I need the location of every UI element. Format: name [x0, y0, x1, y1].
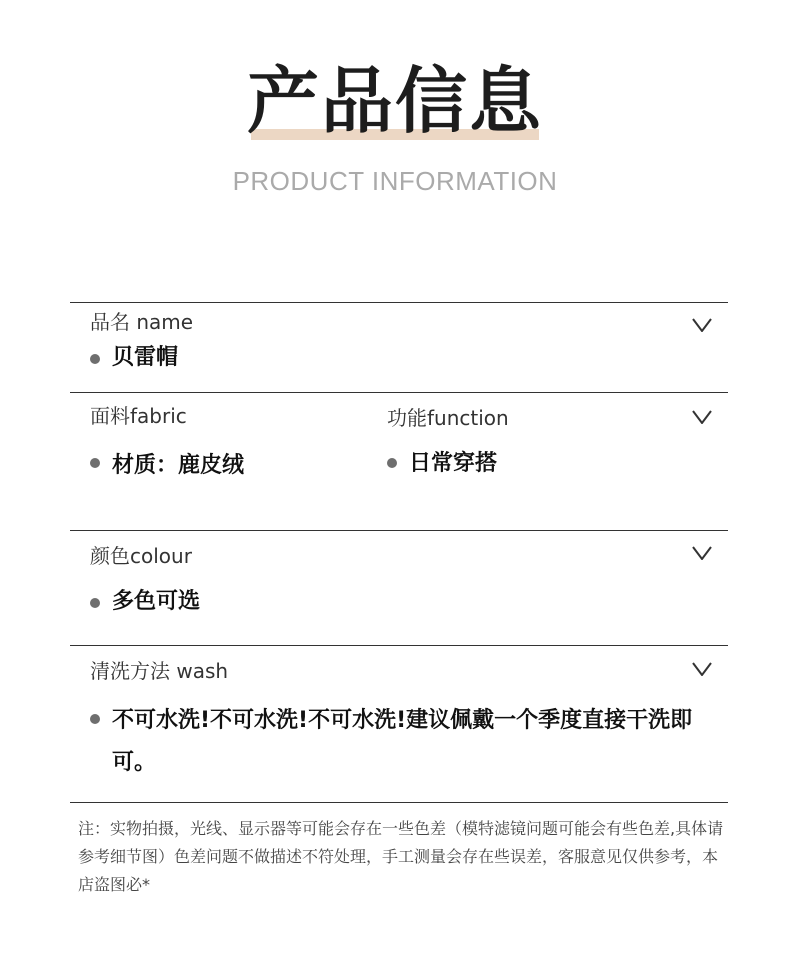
fabric-label: 面料fabric [90, 404, 187, 428]
function-label: 功能function [387, 406, 509, 430]
chevron-down-icon[interactable] [692, 662, 712, 676]
bullet-dot-icon [90, 598, 100, 608]
disclaimer-note: 注：实物拍摄，光线、显示器等可能会存在一些色差（模特滤镜问题可能会有些色差,具体请参考细节图）色差问题不做描述不符处理，手工测量会存在些误差，客服意见仅供参考，本店盗图必* [78, 819, 724, 894]
bullet-dot-icon [387, 458, 397, 468]
colour-label: 颜色colour [90, 544, 192, 568]
title-section [0, 58, 790, 144]
divider [70, 302, 728, 303]
chevron-down-icon[interactable] [692, 546, 712, 560]
colour-value: 多色可选 [112, 589, 201, 614]
wash-label: 清洗方法 wash [90, 659, 229, 683]
bullet-dot-icon [90, 458, 100, 468]
divider [70, 802, 728, 803]
page-title [247, 58, 543, 144]
chevron-down-icon[interactable] [692, 318, 712, 332]
bullet-dot-icon [90, 354, 100, 364]
divider [70, 530, 728, 531]
page-subtitle: PRODUCT INFORMATION [232, 166, 558, 196]
chevron-down-icon[interactable] [692, 410, 712, 424]
wash-value: 不可水洗!不可水洗!不可水洗!建议佩戴一个季度直接干洗即可。 [112, 708, 693, 775]
page-title-text: 产品信息 [246, 59, 543, 143]
name-value: 贝雷帽 [112, 345, 179, 370]
divider [70, 645, 728, 646]
name-label: 品名 name [90, 310, 194, 334]
function-value: 日常穿搭 [409, 451, 498, 476]
bullet-dot-icon [90, 714, 100, 724]
fabric-value: 材质：鹿皮绒 [112, 453, 245, 478]
divider [70, 392, 728, 393]
